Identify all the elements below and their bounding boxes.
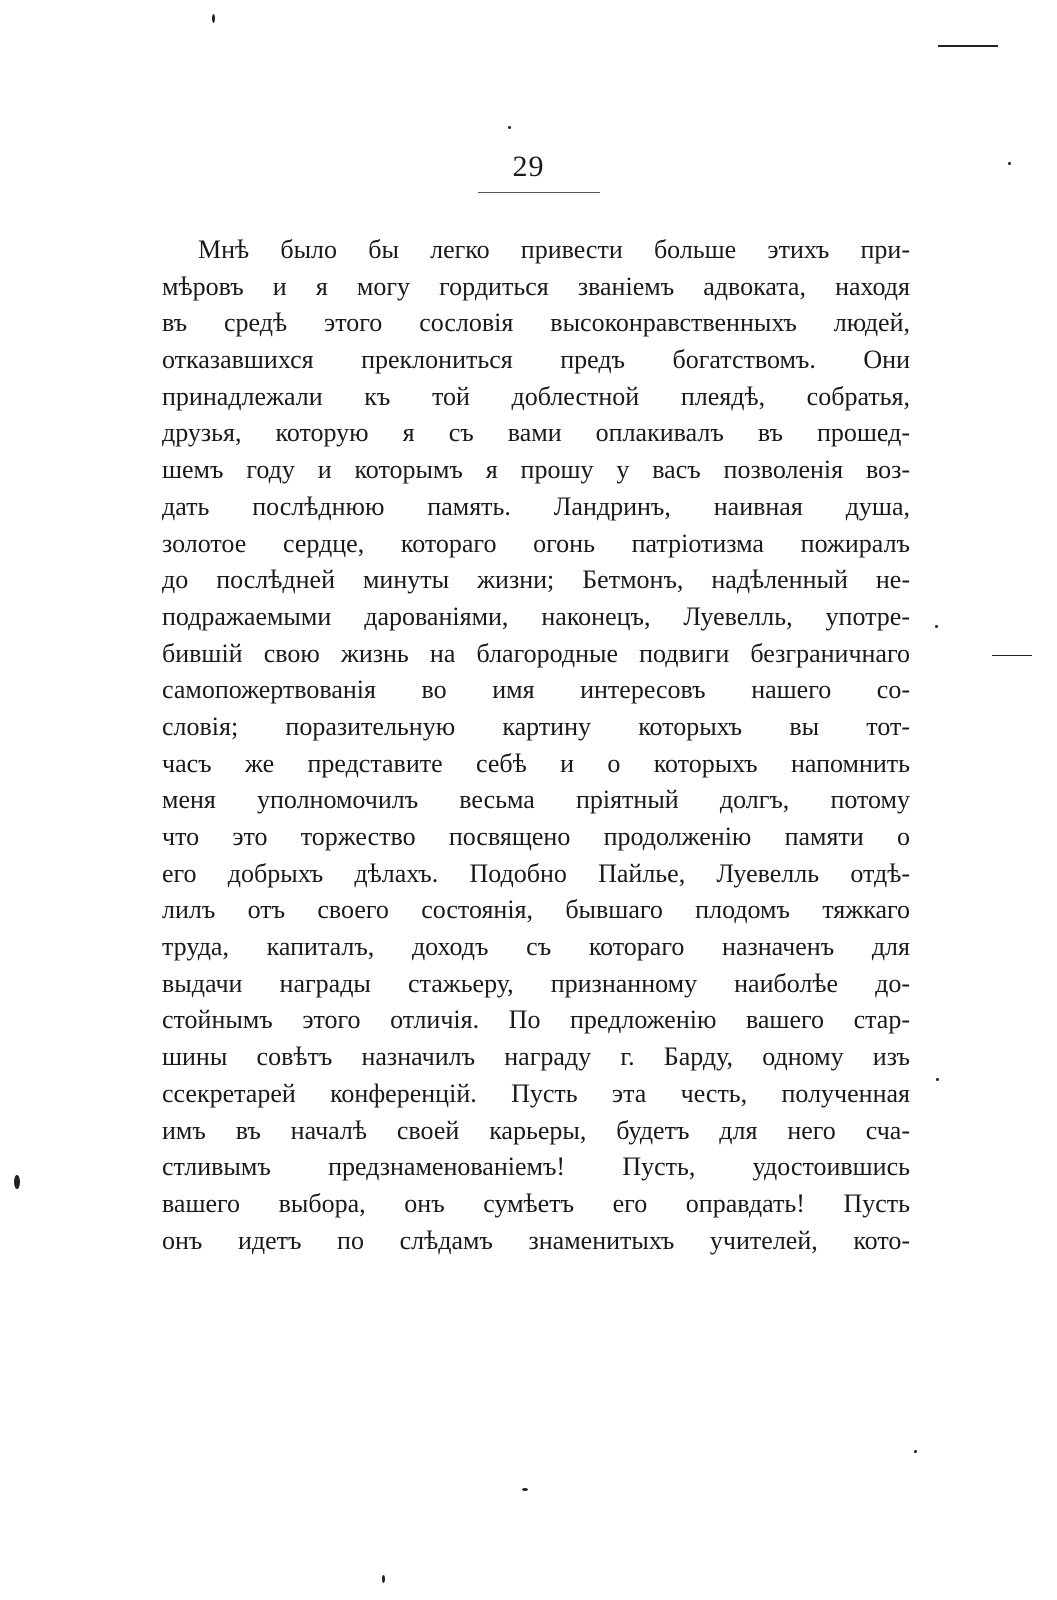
text-line: въ средѣ этого сословія высоконравственныхъ людей, (162, 308, 910, 338)
text-line: что это торжество посвящено продолженію памяти о (162, 822, 910, 851)
text-line: Мнѣ было бы легко привести больше этихъ при- (198, 235, 910, 264)
text-line: выдачи награды стажьеру, признанному наиболѣе до- (162, 968, 910, 998)
page-number-rule (478, 192, 600, 193)
text-line: мѣровъ и я могу гордиться званіемъ адвоката, находя (162, 271, 910, 301)
text-line: вашего выбора, онъ сумѣетъ его оправдать! Пусть (162, 1188, 910, 1218)
text-line: часъ же представите себѣ и о которыхъ напомнить (162, 748, 910, 778)
scan-speck (936, 1078, 939, 1081)
scan-speck (508, 126, 511, 129)
scan-speck (992, 655, 1032, 656)
text-line: ссекретарей конференцій. Пусть эта честь, полученная (162, 1078, 910, 1108)
text-line: лилъ отъ своего состоянія, бывшаго плодомъ тяжкаго (162, 895, 910, 925)
scan-speck (1008, 162, 1011, 165)
text-line: его добрыхъ дѣлахъ. Подобно Пайлье, Луевелль отдѣ- (162, 858, 910, 888)
text-line: стойнымъ этого отличія. По предложенію вашего стар- (162, 1005, 910, 1035)
text-line: до послѣдней минуты жизни; Бетмонъ, надѣленный не- (162, 565, 910, 595)
scan-speck (914, 1450, 917, 1453)
body-text (162, 232, 910, 1259)
text-line: словія; поразительную картину которыхъ вы тот- (162, 711, 910, 741)
text-line: самопожертвованія во имя интересовъ нашего со- (162, 675, 910, 705)
scan-speck (14, 1175, 20, 1189)
scan-speck (212, 14, 215, 23)
text-line: дать послѣднюю память. Ландринъ, наивная душа, (162, 491, 910, 521)
text-line: золотое сердце, котораго огонь патріотизма пожиралъ (162, 528, 910, 558)
scan-speck (938, 45, 998, 47)
scan-speck (522, 1488, 528, 1491)
text-line: труда, капиталъ, доходъ съ котораго назначенъ для (162, 932, 910, 962)
text-line: стливымъ предзнаменованіемъ! Пусть, удостоившись (162, 1152, 910, 1182)
text-line: шины совѣтъ назначилъ награду г. Барду, одному изъ (162, 1042, 910, 1072)
text-line: шемъ году и которымъ я прошу у васъ позволенія воз- (162, 455, 910, 485)
text-line: друзья, которую я съ вами оплакивалъ въ прошед- (162, 418, 910, 448)
text-line: отказавшихся преклониться предъ богатствомъ. Они (162, 345, 910, 375)
text-line: меня уполномочилъ весьма пріятный долгъ, потому (162, 785, 910, 815)
text-line: бившій свою жизнь на благородные подвиги безграничнаго (162, 638, 910, 668)
text-line: подражаемыми дарованіями, наконецъ, Луевелль, употре- (162, 601, 910, 631)
scan-speck (935, 625, 938, 628)
text-line: имъ въ началѣ своей карьеры, будетъ для него сча- (162, 1115, 910, 1145)
text-line: принадлежали къ той доблестной плеядѣ, собратья, (162, 381, 910, 411)
text-line: онъ идетъ по слѣдамъ знаменитыхъ учителей, кото- (162, 1225, 910, 1255)
page-number: 29 (512, 150, 545, 183)
scan-speck (382, 1575, 385, 1583)
